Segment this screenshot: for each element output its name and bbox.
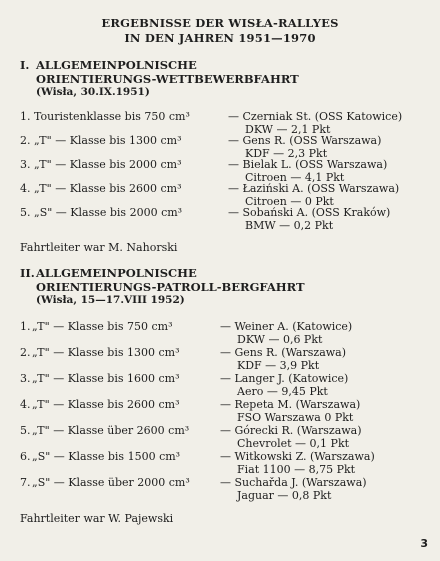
row-driver: — Suchařda J. (Warszawa) xyxy=(220,476,367,489)
row-class: „T" — Klasse bis 1300 cm³ xyxy=(32,346,180,359)
page-number: 3 xyxy=(420,537,428,550)
row-number: 2. xyxy=(20,134,31,147)
row-class: „T" — Klasse bis 1300 cm³ xyxy=(34,134,182,147)
section-2-leader: Fahrtleiter war W. Pajewski xyxy=(20,512,174,525)
row-car-score: Citroen — 0 Pkt xyxy=(245,195,334,208)
row-number: 4. xyxy=(20,398,31,411)
section-2-heading-line2: ORIENTIERUNGS-PATROLL-BERGFAHRT xyxy=(36,280,305,294)
row-number: 7. xyxy=(20,476,31,489)
row-car-score: Citroen — 4,1 Pkt xyxy=(245,171,345,184)
row-driver: — Langer J. (Katowice) xyxy=(220,372,349,385)
row-driver: — Witkowski Z. (Warszawa) xyxy=(220,450,375,463)
row-car-score: KDF — 2,3 Pkt xyxy=(245,147,328,160)
section-2-result-row xyxy=(20,476,430,506)
row-class: „S" — Klasse über 2000 cm³ xyxy=(32,476,190,489)
row-driver: — Gens R. (Warszawa) xyxy=(220,346,347,359)
row-class: Touristenklasse bis 750 cm³ xyxy=(34,110,190,123)
row-number: 2. xyxy=(20,346,31,359)
row-driver: — Czerniak St. (OSS Katowice) xyxy=(228,110,403,123)
row-car-score: Aero — 9,45 Pkt xyxy=(237,385,328,398)
row-number: 6. xyxy=(20,450,31,463)
row-driver: — Sobański A. (OSS Kraków) xyxy=(228,206,391,219)
page-title-line1: ERGEBNISSE DER WISŁA-RALLYES xyxy=(101,16,339,30)
row-car-score: Chevrolet — 0,1 Pkt xyxy=(237,437,350,450)
section-1-heading-line2: ORIENTIERUNGS-WETTBEWERBFAHRT xyxy=(36,72,299,86)
row-number: 5. xyxy=(20,424,31,437)
row-class: „T" — Klasse bis 2600 cm³ xyxy=(34,182,182,195)
page-title-line2: IN DEN JAHREN 1951—1970 xyxy=(124,31,316,45)
row-driver: — Łaziński A. (OSS Warszawa) xyxy=(228,182,400,195)
row-car-score: Jaguar — 0,8 Pkt xyxy=(237,489,332,502)
section-1-heading xyxy=(20,58,299,86)
row-class: „T" — Klasse bis 1600 cm³ xyxy=(32,372,180,385)
row-number: 4. xyxy=(20,182,31,195)
section-2-heading-line1: ALLGEMEINPOLNISCHE xyxy=(36,266,197,280)
row-car-score: BMW — 0,2 Pkt xyxy=(245,219,334,232)
section-1-heading-line1: ALLGEMEINPOLNISCHE xyxy=(36,58,197,72)
row-class: „T" — Klasse bis 2600 cm³ xyxy=(32,398,180,411)
row-number: 3. xyxy=(20,372,31,385)
row-car-score: Fiat 1100 — 8,75 Pkt xyxy=(237,463,356,476)
section-2-heading xyxy=(20,266,305,294)
row-class: „T" — Klasse bis 2000 cm³ xyxy=(34,158,182,171)
row-driver: — Repeta M. (Warszawa) xyxy=(220,398,361,411)
section-1-subheading: (Wisła, 30.IX.1951) xyxy=(36,86,150,98)
row-number: 1. xyxy=(20,110,31,123)
row-class: „T" — Klasse bis 750 cm³ xyxy=(32,320,173,333)
row-number: 1. xyxy=(20,320,31,333)
row-driver: — Weiner A. (Katowice) xyxy=(220,320,353,333)
row-car-score: KDF — 3,9 Pkt xyxy=(237,359,320,372)
row-class: „S" — Klasse bis 1500 cm³ xyxy=(32,450,181,463)
row-driver: — Górecki R. (Warszawa) xyxy=(220,424,362,437)
row-car-score: DKW — 2,1 Pkt xyxy=(245,123,331,136)
section-1-number: I. xyxy=(20,58,30,72)
section-1-result-row xyxy=(20,206,430,236)
row-driver: — Bielak L. (OSS Warszawa) xyxy=(228,158,388,171)
row-number: 3. xyxy=(20,158,31,171)
section-1-leader: Fahrtleiter war M. Nahorski xyxy=(20,241,178,254)
row-car-score: FSO Warszawa 0 Pkt xyxy=(237,411,354,424)
section-2-subheading: (Wisła, 15—17.VIII 1952) xyxy=(36,294,185,306)
row-class: „T" — Klasse über 2600 cm³ xyxy=(32,424,190,437)
row-car-score: DKW — 0,6 Pkt xyxy=(237,333,323,346)
row-class: „S" — Klasse bis 2000 cm³ xyxy=(34,206,183,219)
row-number: 5. xyxy=(20,206,31,219)
row-driver: — Gens R. (OSS Warszawa) xyxy=(228,134,382,147)
section-2-number: II. xyxy=(20,266,35,280)
